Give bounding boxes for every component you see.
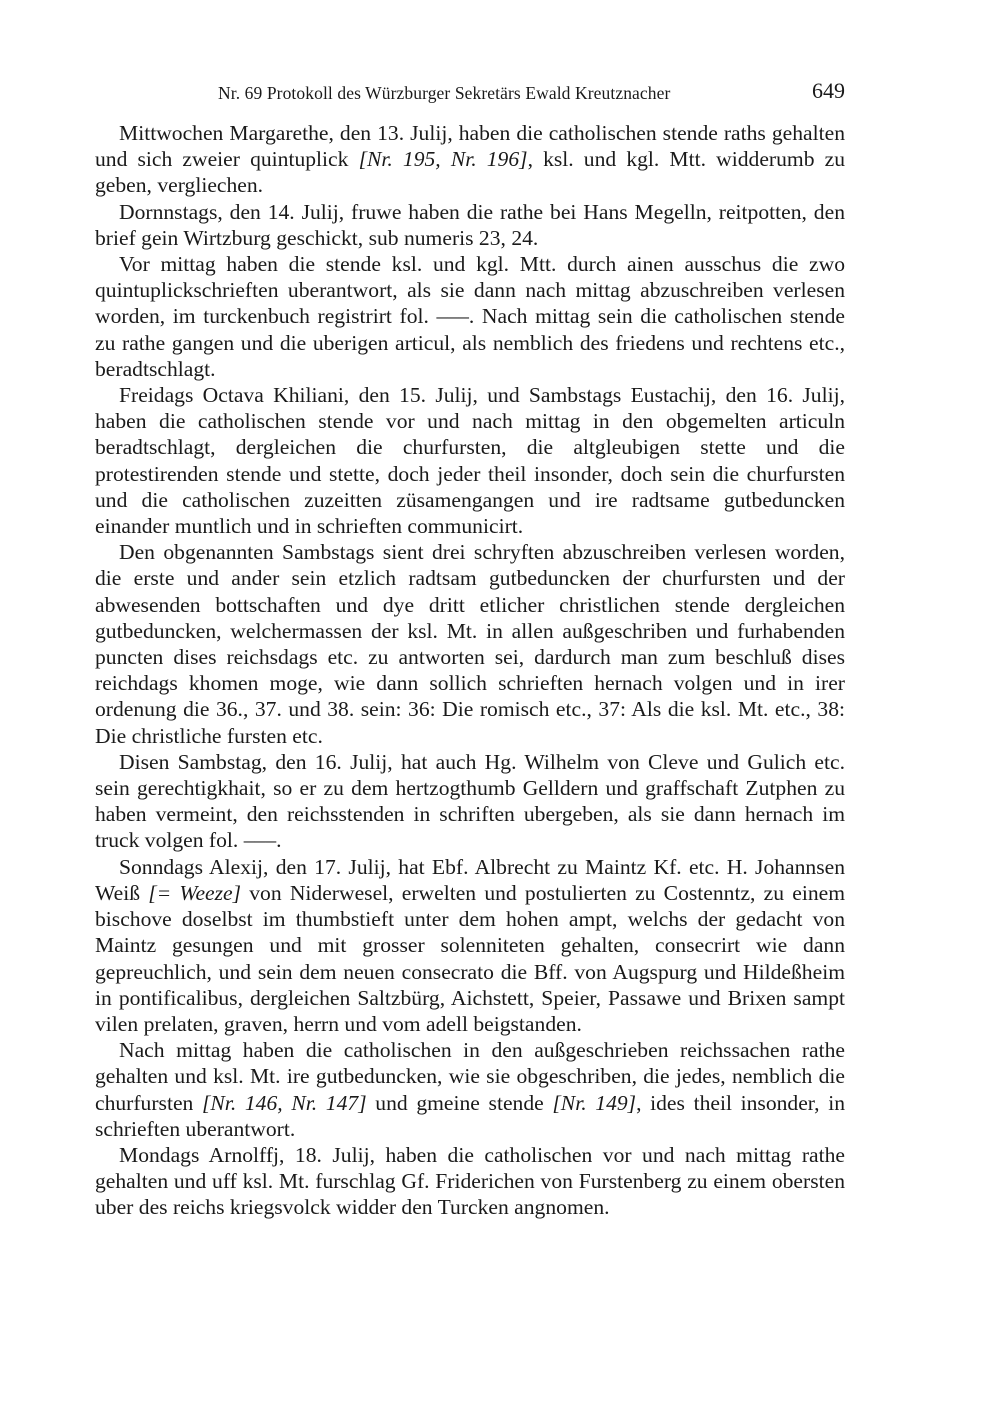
document-reference: [Nr. 195, Nr. 196] (358, 147, 528, 172)
text-run: Mondags Arnolffj, 18. Julij, haben die catholischen vor und nach mittag rathe gehalten und uff ksl. Mt. furschlag Gf. Friderichen von Furstenberg zu einem obersten uber des reichs kriegsvolck widder den Turcken angnomen. (95, 1142, 845, 1220)
page-header (95, 78, 845, 108)
page-number: 649 (812, 78, 845, 103)
text-run: , ides theil insonder, in schrieften uberantwort. (95, 1090, 845, 1141)
paragraph (95, 199, 845, 251)
paragraph (95, 382, 845, 539)
text-run: Vor mittag haben die stende ksl. und kgl. Mtt. durch ainen ausschus die zwo quintuplickschrieften uberantwort, als sie dann nach mittag abzuschreiben verlesen worden, im turckenbuch registrirt fol. –––. Nach mittag sein die catholischen stende zu rathe gangen und die uberigen articul, als nemblich des friedens und rechtens etc., beradtschlagt. (95, 252, 845, 381)
paragraph (95, 1142, 845, 1221)
text-run: Nach mittag haben die catholischen in den außgeschrieben reichssachen rathe gehalten und ksl. Mt. ire gutbeduncken, wie sie obgeschriben, die jedes, nemblich die churfursten (95, 1038, 845, 1115)
paragraph (95, 1037, 845, 1142)
document-reference: [Nr. 146, Nr. 147] (202, 1090, 367, 1115)
paragraph (95, 854, 845, 1037)
text-run: Freidags Octava Khiliani, den 15. Julij, und Sambstags Eustachij, den 16. Julij, haben die catholischen stende vor und nach mittag in den obgemelten articuln beradtschlagt, dergleichen die churfursten, die altgleubigen stette und die protestirenden stende und stette, doch jeder theil insonder, doch sein die churfursten und die catholischen zuzeitten züsamengangen und ire radtsame gutbeduncken einander muntlich und in schrieften communicirt. (95, 383, 845, 539)
text-run: und gmeine stende (366, 1090, 553, 1115)
document-reference: [Nr. 149] (552, 1090, 637, 1115)
text-run: Den obgenannten Sambstags sient drei schryften abzuschreiben verlesen worden, die erste und ander sein etzlich radtsam gutbeduncken der churfursten und der abwesenden bottschaften und dye dritt etlicher christlichen stende dergleichen gutbeduncken, welchermassen der ksl. Mt. in allen außgeschriben und furhabenden puncten dises reichsdags etc. zu antworten sei, dardurch man zum beschluß dises reichdags khomen moge, wie dann sollich schrieften hernach volgen und in irer ordenung die 36., 37. und 38. sein: 36: Die romisch etc., 37: Als die ksl. Mt. etc., 38: Die christliche fursten etc. (95, 540, 845, 748)
text-run: , ksl. und kgl. Mtt. widderumb zu geben, vergliechen. (95, 147, 846, 198)
text-run: Mittwochen Margarethe, den 13. Julij, haben die catholischen stende raths gehalten und sich zweier quintuplick (95, 121, 845, 172)
paragraph (95, 749, 845, 854)
paragraph (95, 539, 845, 749)
paragraph (95, 120, 845, 199)
text-run: Sonndags Alexij, den 17. Julij, hat Ebf. Albrecht zu Maintz Kf. etc. H. Johannsen Weiß (95, 854, 845, 905)
text-run: von Niderwesel, erwelten und postulierten zu Costenntz, zu einem bischove doselbst im thumbstieft unter dem hohen ampt, welchs der gedacht von Maintz gesungen und mit grosser solenniteten gehalten, consecrirt wie dann gepreuchlich, und sein dem neuen consecrato die Bff. von Augspurg und Hildeßheim in pontificalibus, dergleichen Saltzbürg, Aichstett, Speier, Passawe und Brixen sampt vilen prelaten, graven, herrn und vom adell beigstanden. (95, 880, 845, 1036)
text-run: Disen Sambstag, den 16. Julij, hat auch Hg. Wilhelm von Cleve und Gulich etc. sein gerechtigkhait, so er zu dem hertzogthumb Gelldern und graffschaft Zutphen zu haben vermeint, den reichsstenden in schriften ubergeben, als sie dann hernach im truck volgen fol. –––. (95, 749, 845, 853)
running-head: Nr. 69 Protokoll des Würzburger Sekretärs Ewald Kreutznacher (218, 83, 671, 103)
body-text (95, 120, 845, 1221)
text-run: Dornnstags, den 14. Julij, fruwe haben die rathe bei Hans Megelln, reitpotten, den brief gein Wirtzburg geschickt, sub numeris 23, 24. (95, 199, 845, 250)
paragraph (95, 251, 845, 382)
document-reference: [= Weeze] (148, 880, 242, 905)
